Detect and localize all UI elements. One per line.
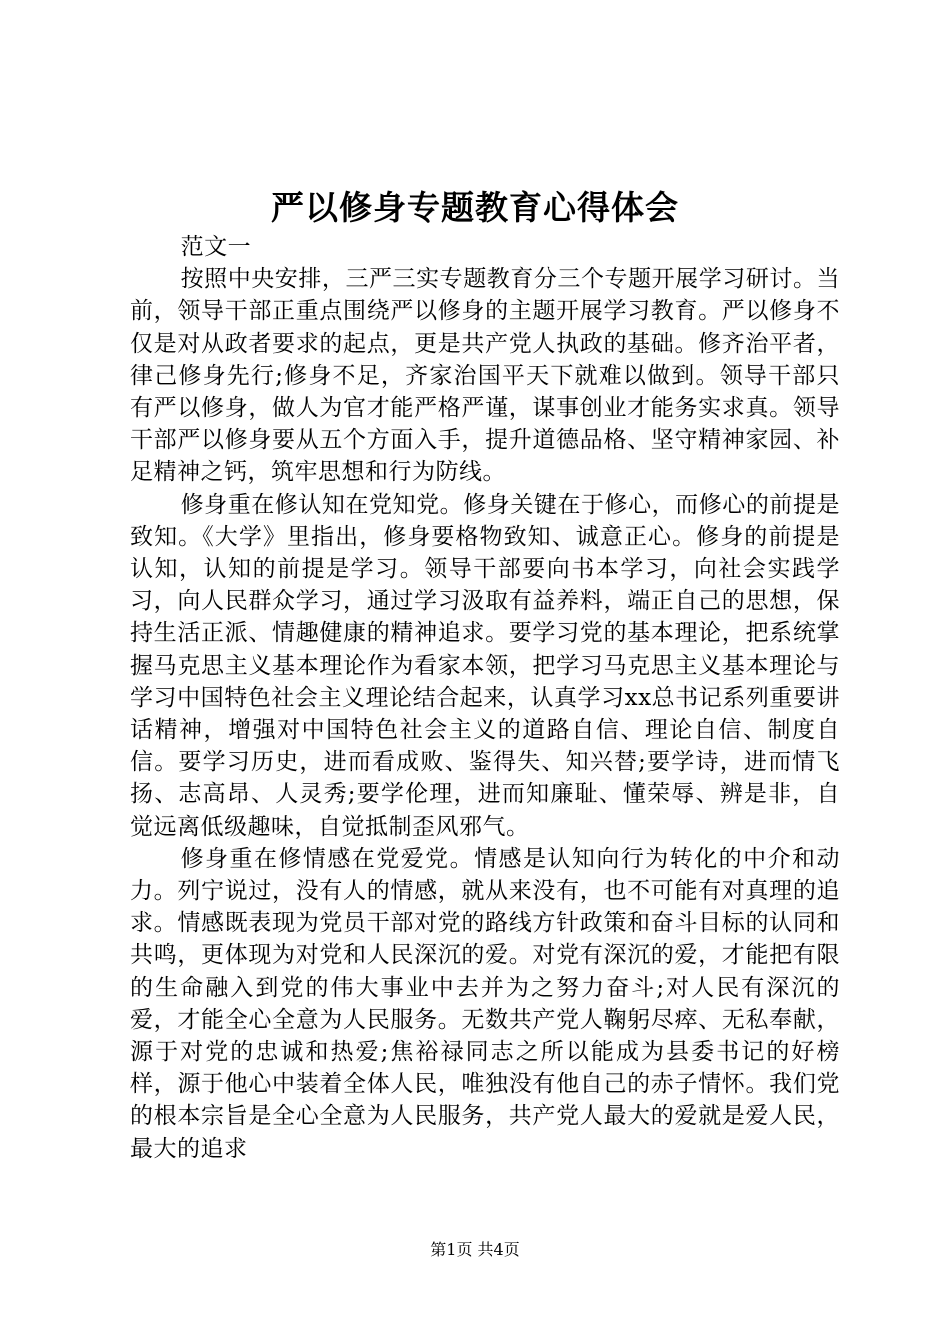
document-body bbox=[130, 231, 840, 1165]
document-title: 严以修身专题教育心得体会 bbox=[271, 188, 679, 227]
paragraph-1: 按照中央安排，三严三实专题教育分三个专题开展学习研讨。当前，领导干部正重点围绕严以修身的主题开展学习教育。严以修身不仅是对从政者要求的起点，更是共产党人执政的基础。修齐治平者，律己修身先行;修身不足，齐家治国平天下就难以做到。领导干部只有严以修身，做人为官才能严格严谨，谋事创业才能务实求真。领导干部严以修身要从五个方面入手，提升道德品格、坚守精神家园、补足精神之钙，筑牢思想和行为防线。 bbox=[130, 266, 840, 486]
section-label: 范文一 bbox=[180, 234, 252, 260]
paragraph-2: 修身重在修认知在党知党。修身关键在于修心，而修心的前提是致知。《大学》里指出，修身要格物致知、诚意正心。修身的前提是认知，认知的前提是学习。领导干部要向书本学习，向社会实践学习，向人民群众学习，通过学习汲取有益养料，端正自己的思想，保持生活正派、情趣健康的精神追求。要学习党的基本理论，把系统掌握马克思主义基本理论作为看家本领，把学习马克思主义基本理论与学习中国特色社会主义理论结合起来，认真学习xx总书记系列重要讲话精神，增强对中国特色社会主义的道路自信、理论自信、制度自信。要学习历史，进而看成败、鉴得失、知兴替;要学诗，进而情飞扬、志高昂、人灵秀;要学伦理，进而知廉耻、懂荣辱、辨是非，自觉远离低级趣味，自觉抵制歪风邪气。 bbox=[130, 491, 840, 840]
page-footer bbox=[0, 1240, 950, 1260]
page-indicator: 第1页 共4页 bbox=[430, 1240, 520, 1259]
paragraph-3: 修身重在修情感在党爱党。情感是认知向行为转化的中介和动力。列宁说过，没有人的情感，就从来没有，也不可能有对真理的追求。情感既表现为党员干部对党的路线方针政策和奋斗目标的认同和共鸣，更体现为对党和人民深沉的爱。对党有深沉的爱，才能把有限的生命融入到党的伟大事业中去并为之努力奋斗;对人民有深沉的爱，才能全心全意为人民服务。无数共产党人鞠躬尽瘁、无私奉献，源于对党的忠诚和热爱;焦裕禄同志之所以能成为县委书记的好榜样，源于他心中装着全体人民，唯独没有他自己的赤子情怀。我们党的根本宗旨是全心全意为人民服务，共产党人最大的爱就是爱人民，最大的追求 bbox=[130, 845, 840, 1162]
